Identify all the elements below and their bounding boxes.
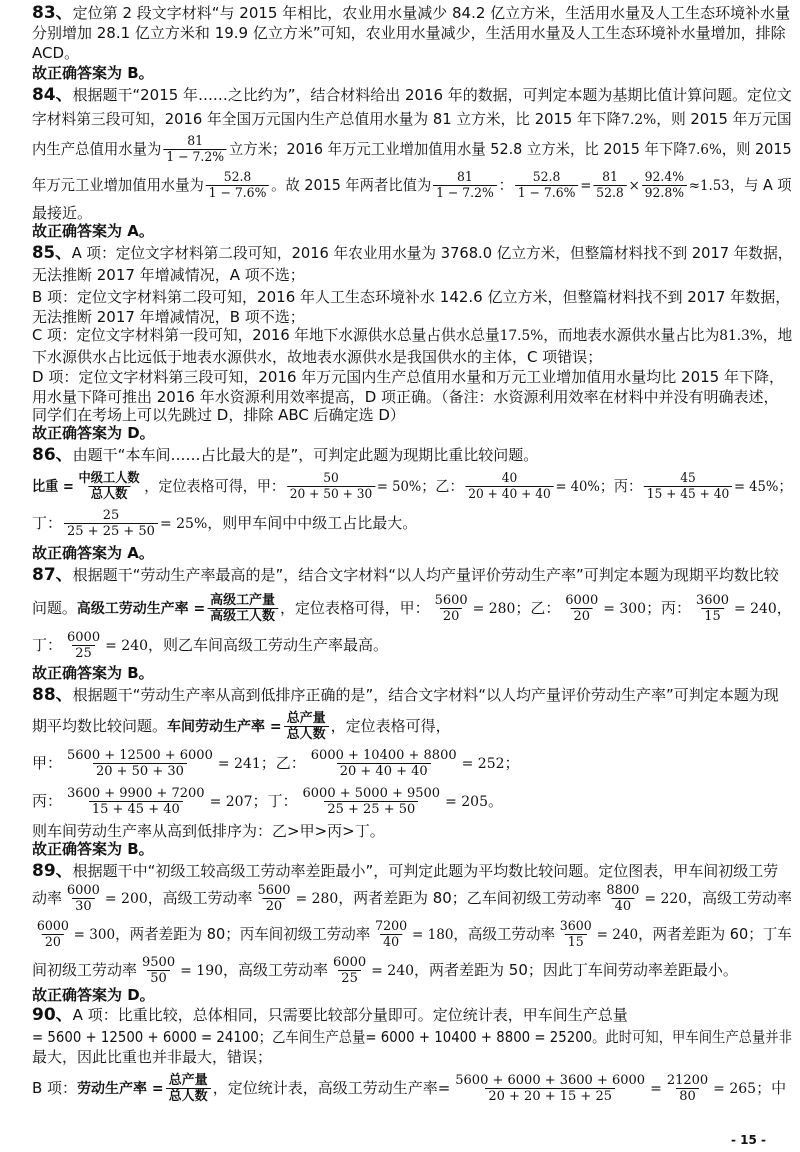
q85-line-8 <box>32 388 779 406</box>
fraction-numerator: 81 <box>457 170 473 185</box>
q89-text: ，两者差距为 80；丙车间初级工劳动率 <box>115 925 371 943</box>
fraction-numerator: 总产量 <box>168 1073 208 1088</box>
page-number: - 15 - <box>730 1133 766 1147</box>
fraction-numerator: 81 <box>602 170 618 185</box>
fraction-denominator: 总人数 <box>88 486 130 502</box>
q85-line-4 <box>32 308 305 326</box>
q86-result: = 45% <box>733 479 779 495</box>
q86-text: ，则甲车间中中级工占比最大。 <box>207 514 418 532</box>
q87-fraction <box>562 593 601 624</box>
q86-line-3 <box>32 506 417 540</box>
fraction-numerator: 50 <box>323 471 339 486</box>
q87-line-3 <box>32 628 388 662</box>
q85-line-6 <box>32 348 602 366</box>
q87-line-1 <box>32 566 779 584</box>
q90-number: 90、 <box>32 1005 73 1025</box>
q87-result: = 280 <box>472 601 516 617</box>
q90-text: = 5600 + 12500 + 6000 = 24100；乙车间生产总量= 6000 + 10400 + 8800 = 25200。此时可知，甲车间生产总量并非 <box>32 1028 792 1046</box>
fraction-denominator: 50 <box>147 970 170 986</box>
fraction-numerator: 5600 <box>434 593 468 608</box>
fraction-denominator: 20 + 40 + 40 <box>465 486 553 502</box>
q90-line-4 <box>32 1068 786 1108</box>
fraction-numerator: 25 <box>102 508 120 523</box>
fraction-denominator: 20 + 50 + 30 <box>93 763 187 779</box>
q90-text: ；中 <box>756 1079 787 1097</box>
q89-result: = 180 <box>411 927 454 943</box>
q89-text: ，高级工劳动率 <box>147 889 253 907</box>
q86-text: ； <box>778 477 793 495</box>
q87-fraction <box>432 593 471 624</box>
fraction-denominator: 20 <box>571 608 593 624</box>
fraction-numerator: 6000 <box>67 630 101 645</box>
q87-text: 问题。 <box>32 599 77 617</box>
q89-answer: 故正确答案为 D。 <box>32 986 155 1004</box>
fraction-numerator: 中级工人数 <box>78 471 140 486</box>
q85-line-5 <box>32 326 792 345</box>
fraction-denominator: 40 <box>612 898 634 914</box>
q83-text: ACD。 <box>32 44 80 62</box>
fraction-denominator: 15 + 45 + 40 <box>89 801 183 817</box>
q89-fraction <box>64 883 103 914</box>
q87-formula-fraction <box>207 593 278 624</box>
q88-fraction <box>300 786 444 817</box>
q85-text: C 项：定位文字材料第一段可知，2016 年地下水源供水总量占供水总量 <box>32 326 500 344</box>
fraction-numerator: 5600 <box>257 883 291 898</box>
fraction-numerator: 81 <box>187 134 204 149</box>
q84-line-2 <box>32 110 792 129</box>
q84-text: ，则 2015 年万元国 <box>656 110 792 128</box>
q84-times: × <box>628 178 640 194</box>
q88-fraction <box>64 786 208 817</box>
q89-fraction <box>557 919 595 950</box>
q88-text: 。 <box>488 792 504 810</box>
fraction-numerator: 6000 <box>565 593 599 608</box>
q84-percent: 7.6% <box>687 142 722 158</box>
q83-answer: 故正确答案为 B。 <box>32 64 154 82</box>
q89-result: = 200 <box>104 891 148 907</box>
fraction-numerator: 3600 <box>695 593 729 608</box>
q86-text: ；丙： <box>599 477 643 495</box>
q88-result: = 241 <box>217 756 261 772</box>
q84-equals: = <box>580 178 592 194</box>
fraction-numerator: 总产量 <box>286 711 326 726</box>
q88-text: 期平均数比较问题。 <box>32 717 168 735</box>
q89-result: = 190 <box>180 963 224 979</box>
q89-line-3 <box>32 916 792 952</box>
q86-result: = 50% <box>376 479 422 495</box>
q83-line-3 <box>32 44 79 62</box>
q89-text: 间初级工劳动率 <box>32 961 138 979</box>
q88-formula-label: 车间劳动生产率 = <box>167 719 282 735</box>
q89-fraction <box>34 919 72 950</box>
q85-line-7 <box>32 368 784 386</box>
q89-text: ，高级工劳动率 <box>223 961 329 979</box>
fraction-denominator: 80 <box>676 1088 699 1104</box>
q85-text: 同学们在考场上可以先跳过 D，排除 ABC 后确定选 D） <box>32 406 405 424</box>
fraction-numerator: 6000 + 10400 + 8800 <box>310 748 457 763</box>
q85-line-2 <box>32 266 305 284</box>
q85-text: ，地 <box>762 326 793 344</box>
q89-number: 89、 <box>32 861 73 881</box>
q85-text: 用水量下降可推出 2016 年水资源利用效率提高，D 项正确。（备注：水资源利用效率在材料中并没有明确表述， <box>32 388 779 406</box>
q89-line-1 <box>32 862 778 880</box>
q87-fraction <box>693 593 732 624</box>
q86-text: 丁： <box>32 514 63 532</box>
fraction-numerator: 40 <box>501 471 518 486</box>
fraction-numerator: 高级工产量 <box>210 593 276 608</box>
q88-answer: 故正确答案为 B。 <box>32 840 154 858</box>
fraction-denominator: 20 <box>440 608 462 624</box>
q84-text: 根据题干“2015 年……之比约为”，结合材料给出 2016 年的数据，可判定本题为基期比值计算问题。定位文 <box>72 86 792 104</box>
fraction-numerator: 6000 + 5000 + 9500 <box>302 786 441 801</box>
q85-percent: 17.5% <box>499 328 544 344</box>
q89-text: ，高级工劳动率 <box>453 925 555 943</box>
q89-line-2 <box>32 880 792 916</box>
q83-text: 定位第 2 段文字材料“与 2015 年相比，农业用水量减少 84.2 亿立方米，生活用水量及人工生态环境补水量 <box>72 4 791 22</box>
q85-text: D 项：定位文字材料第三段可知，2016 年万元国内生产总值用水量和万元工业增加值用水量均比 2015 年下降， <box>32 368 784 386</box>
q90-line-2 <box>32 1028 792 1046</box>
q90-result: = 265 <box>713 1081 757 1097</box>
q90-line-1 <box>32 1006 628 1024</box>
q90-equals: = <box>650 1081 662 1097</box>
q88-line-5 <box>32 822 385 840</box>
q85-line-9 <box>32 406 405 424</box>
q90-fraction <box>664 1073 711 1104</box>
q87-formula-label: 高级工劳动生产率 = <box>76 601 206 617</box>
q88-text: 甲： <box>32 754 63 772</box>
q89-text: 根据题干中“初级工较高级工劳动率差距最小”，可判定此题为平均数比较问题。定位图表，甲车间初级工劳 <box>72 862 779 880</box>
q88-result: = 252 <box>461 756 505 772</box>
q84-line-4 <box>32 168 792 202</box>
q87-result: = 240 <box>105 638 149 654</box>
q88-text: ，定位表格可得， <box>330 717 451 735</box>
q86-line-1 <box>32 446 538 464</box>
fraction-numerator: 3600 <box>559 919 592 934</box>
q89-fraction <box>330 955 369 986</box>
q83-number: 83、 <box>32 3 73 23</box>
fraction-denominator: 25 <box>72 645 95 661</box>
q89-result: = 280 <box>295 891 339 907</box>
fraction-denominator: 1 − 7.6% <box>206 185 269 201</box>
fraction-denominator: 20 <box>263 898 285 914</box>
q90-text: B 项： <box>32 1079 78 1097</box>
fraction-numerator: 21200 <box>666 1073 709 1088</box>
fraction-denominator: 20 + 20 + 15 + 25 <box>485 1088 615 1104</box>
q86-text: 由题干“本车间……占比最大的是”，可判定此题为现期比重比较问题。 <box>72 446 539 464</box>
q88-text: ；乙： <box>260 754 306 772</box>
q84-fraction <box>206 170 269 201</box>
fraction-denominator: 25 + 25 + 50 <box>64 523 158 539</box>
fraction-denominator: 20 <box>42 934 64 950</box>
fraction-denominator: 25 + 25 + 50 <box>324 801 418 817</box>
q88-result: = 205 <box>445 794 488 810</box>
q83-line-2 <box>32 24 786 42</box>
q86-number: 86、 <box>32 445 73 465</box>
fraction-denominator: 40 <box>380 934 402 950</box>
q84-text: ，与 A 项 <box>729 176 792 194</box>
q86-result: = 25% <box>159 516 208 532</box>
fraction-numerator: 6000 <box>36 919 69 934</box>
q83-line-1 <box>32 4 790 22</box>
q85-text: B 项：定位文字材料第二段可知，2016 年人工生态环境补水 142.6 亿立方米，但整篇材料找不到 2017 年数据， <box>32 288 791 306</box>
q89-text: ，两者差距为 80；乙车间初级工劳动率 <box>338 889 602 907</box>
q88-fraction <box>64 748 216 779</box>
q87-text: ；丙： <box>646 599 691 617</box>
q85-text: ，而地表水源供水量占比为 <box>543 326 720 344</box>
fraction-numerator: 3600 + 9900 + 7200 <box>67 786 205 801</box>
q88-line-2 <box>32 708 451 744</box>
q88-number: 88、 <box>32 685 73 705</box>
q84-text: 年万元工业增加值用水量为 <box>32 176 204 194</box>
q84-fraction <box>163 134 227 165</box>
q85-percent: 81.3% <box>719 328 763 344</box>
q89-fraction <box>139 955 178 986</box>
q88-text: ； <box>504 754 520 772</box>
q86-text: ；乙： <box>421 477 464 495</box>
q85-text: 无法推断 2017 年增减情况，A 项不选； <box>32 266 305 284</box>
q88-line-3 <box>32 746 520 780</box>
q84-text: 立方米；2016 年万元工业增加值用水量 52.8 立方米，比 2015 年下降 <box>228 140 688 158</box>
q85-text: A 项：定位文字材料第二段可知，2016 年农业用水量为 3768.0 亿立方米，但整篇材料找不到 2017 年数据， <box>71 244 793 262</box>
q88-text: ；丁： <box>252 792 298 810</box>
q85-number: 85、 <box>32 243 72 263</box>
q87-line-2 <box>32 590 792 626</box>
q89-result: = 220 <box>644 891 688 907</box>
q84-fraction <box>593 170 626 201</box>
q88-fraction <box>308 748 460 779</box>
q85-text: 无法推断 2017 年增减情况，B 项不选； <box>32 308 305 326</box>
q89-text: 动率 <box>32 889 62 907</box>
q86-formula-label: 比重 = <box>32 479 74 495</box>
q86-fraction <box>64 508 158 539</box>
q86-fraction <box>465 471 553 502</box>
q87-result: = 300 <box>603 601 647 617</box>
q84-fraction <box>642 170 687 201</box>
fraction-denominator: 30 <box>72 898 94 914</box>
q89-text: ，两者差距为 50；因此丁车间劳动率差距最小。 <box>414 961 738 979</box>
q88-line-4 <box>32 784 503 818</box>
q84-text: 。故 2015 年两者比值为 <box>271 176 432 194</box>
q87-text: ， <box>776 599 792 617</box>
q86-text: ，定位表格可得，甲： <box>144 477 286 495</box>
fraction-denominator: 总人数 <box>284 726 329 742</box>
q86-fraction <box>644 471 732 502</box>
q90-text: 最大，因此比重也并非最大，错误； <box>32 1048 273 1066</box>
fraction-denominator: 总人数 <box>166 1088 211 1104</box>
fraction-numerator: 8800 <box>606 883 640 898</box>
q89-result: = 240 <box>371 963 415 979</box>
q85-text: 下水源供水占比远低于地表水源供水，故地表水源供水是我国供水的主体，C 项错误； <box>32 348 603 366</box>
q87-text: ；乙： <box>515 599 561 617</box>
q87-answer: 故正确答案为 B。 <box>32 664 154 682</box>
fraction-denominator: 20 + 40 + 40 <box>337 763 431 779</box>
q87-text: ，定位表格可得，甲： <box>279 599 430 617</box>
q87-number: 87、 <box>32 565 73 585</box>
fraction-denominator: 52.8 <box>593 185 626 201</box>
fraction-denominator: 1 − 7.6% <box>515 185 578 201</box>
q90-formula-label: 劳动生产率 = <box>77 1081 164 1097</box>
q88-formula-fraction <box>284 711 329 742</box>
q90-text: A 项：比重比较，总体相同，只需要比较部分量即可。定位统计表，甲车间生产总量 <box>72 1006 628 1024</box>
fraction-numerator: 92.4% <box>644 170 685 185</box>
q84-text: 最接近。 <box>32 204 93 222</box>
q88-text: 则车间劳动生产率从高到低排序为：乙>甲>丙>丁。 <box>32 822 385 840</box>
fraction-numerator: 5600 + 12500 + 6000 <box>67 748 213 763</box>
q89-text: ，两者差距为 60；丁车 <box>638 925 792 943</box>
q89-line-4 <box>32 952 738 988</box>
fraction-denominator: 15 <box>701 608 723 624</box>
q87-text: 根据题干“劳动生产率最高的是”，结合文字材料“以人均产量评价劳动生产率”可判定本题为现期平均数比较 <box>72 566 779 584</box>
q84-line-1 <box>32 86 792 104</box>
q86-answer: 故正确答案为 A。 <box>32 544 154 562</box>
fraction-numerator: 6000 <box>66 883 100 898</box>
q85-answer: 故正确答案为 D。 <box>32 424 155 442</box>
fraction-numerator: 45 <box>680 471 696 486</box>
fraction-numerator: 9500 <box>142 955 176 970</box>
q84-text: ，则 2015 <box>721 140 792 158</box>
q89-fraction <box>254 883 293 914</box>
q84-fraction <box>515 170 578 201</box>
q89-result: = 240 <box>596 927 639 943</box>
q84-text: 字材料第三段可知，2016 年全国万元国内生产总值用水量为 81 立方米，比 2015 年下降 <box>32 110 622 128</box>
q88-result: = 207 <box>209 794 253 810</box>
q88-text: 丙： <box>32 792 63 810</box>
q89-fraction <box>372 919 410 950</box>
q89-fraction <box>603 883 642 914</box>
q90-fraction <box>452 1073 648 1104</box>
q84-text: 内生产总值用水量为 <box>32 140 162 158</box>
q89-text: ，高级工劳动率 <box>687 889 792 907</box>
q86-formula-fraction <box>76 471 143 502</box>
fraction-denominator: 25 <box>338 970 361 986</box>
q86-result: = 40% <box>555 479 600 495</box>
fraction-denominator: 1 − 7.2% <box>433 185 496 201</box>
q89-result: = 300 <box>73 927 116 943</box>
fraction-numerator: 52.8 <box>223 170 252 185</box>
q86-fraction <box>287 471 375 502</box>
fraction-denominator: 92.8% <box>642 185 687 201</box>
q90-formula-fraction <box>166 1073 211 1104</box>
q87-text: 丁： <box>32 636 63 654</box>
q90-line-3 <box>32 1048 272 1066</box>
q87-result: = 240 <box>733 601 777 617</box>
fraction-numerator: 6000 <box>333 955 367 970</box>
q84-line-5 <box>32 204 92 222</box>
fraction-numerator: 5600 + 6000 + 3600 + 6000 <box>455 1073 646 1088</box>
q88-text: 根据题干“劳动生产率从高到低排序正确的是”，结合文字材料“以人均产量评价劳动生产率”可判定本题为现 <box>72 686 779 704</box>
q84-number: 84、 <box>32 85 73 105</box>
q84-percent: 7.2% <box>621 112 657 128</box>
q90-text: ，定位统计表，高级工劳动生产率= <box>212 1079 451 1097</box>
fraction-denominator: 15 <box>565 934 587 950</box>
q86-line-2 <box>32 468 792 504</box>
fraction-numerator: 7200 <box>375 919 408 934</box>
fraction-denominator: 高级工人数 <box>207 608 278 624</box>
fraction-numerator: 52.8 <box>532 170 561 185</box>
q87-text: ，则乙车间高级工劳动生产率最高。 <box>148 636 389 654</box>
fraction-denominator: 20 + 50 + 30 <box>287 486 375 502</box>
q85-line-1 <box>32 244 792 262</box>
q87-fraction <box>64 630 103 661</box>
q84-answer: 故正确答案为 A。 <box>32 222 154 240</box>
fraction-denominator: 15 + 45 + 40 <box>644 486 732 502</box>
q85-line-3 <box>32 288 790 306</box>
q84-colon: ： <box>498 176 513 194</box>
q83-text: 分别增加 28.1 亿立方米和 19.9 亿立方米”可知，农业用水量减少，生活用水量及人工生态环境补水量增加，排除 <box>32 24 786 42</box>
fraction-denominator: 1 − 7.2% <box>163 149 227 165</box>
q84-line-3 <box>32 132 792 166</box>
q84-fraction <box>433 170 496 201</box>
q88-line-1 <box>32 686 779 704</box>
q84-result: ≈1.53 <box>688 178 730 194</box>
